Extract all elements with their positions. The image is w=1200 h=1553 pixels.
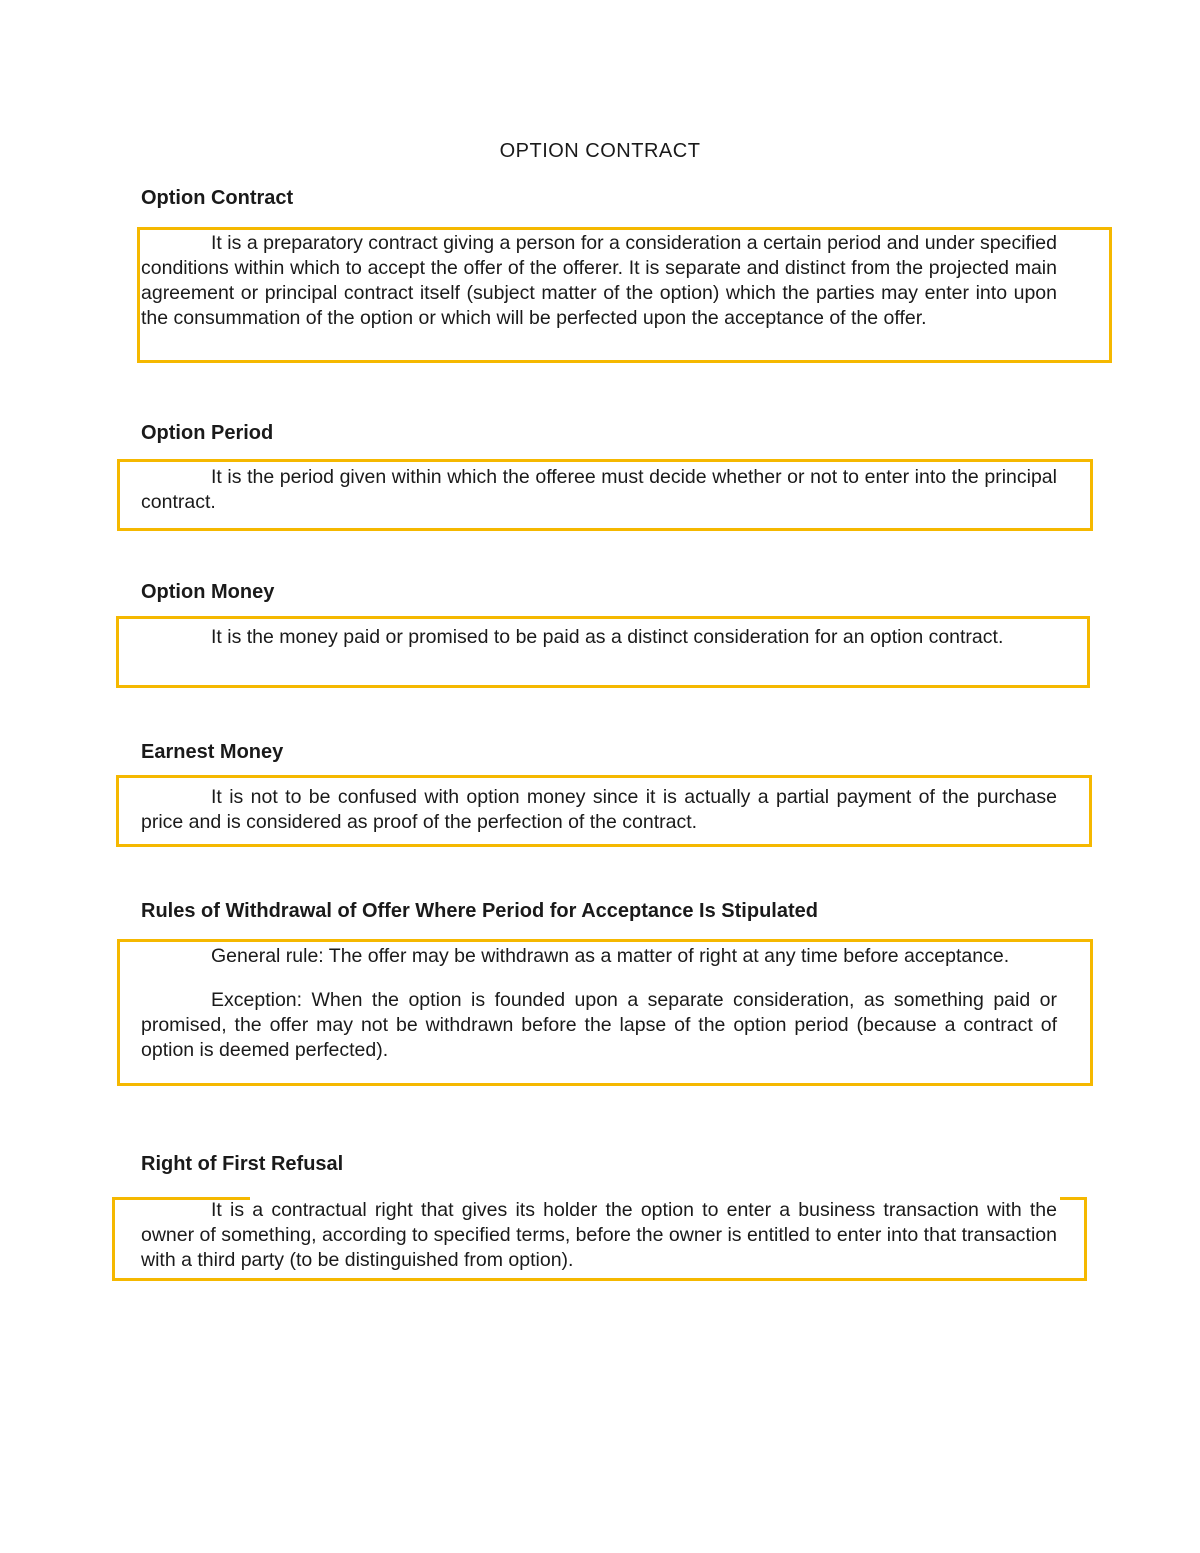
heading-earnest-money: Earnest Money xyxy=(141,741,284,763)
paragraph-general-rule: General rule: The offer may be withdrawn as a matter of right at any time before acceptance. xyxy=(211,945,1010,967)
heading-option-contract: Option Contract xyxy=(141,187,294,209)
paragraph-exception: Exception: When the option is founded upon a separate consideration, as something paid or promised, the offer may not be withdrawn before the lapse of the option period (because a contract of option is deemed perfected). xyxy=(141,989,1057,1061)
heading-right-of-first-refusal: Right of First Refusal xyxy=(141,1153,344,1175)
paragraph-earnest-money: It is not to be confused with option money since it is actually a partial payment of the purchase price and is considered as proof of the perfection of the contract. xyxy=(141,786,1057,833)
heading-option-period: Option Period xyxy=(141,422,274,444)
document-title: OPTION CONTRACT xyxy=(499,140,701,162)
definition-option-period xyxy=(141,465,1057,515)
definition-option-contract xyxy=(141,231,1057,331)
definition-right-of-first-refusal xyxy=(141,1198,1057,1273)
paragraph-right-of-first-refusal: It is a contractual right that gives its holder the option to enter a business transaction with the owner of something, according to specified terms, before the owner is entitled to enter into that transaction with a third party (to be distinguished from option). xyxy=(141,1199,1057,1271)
definition-earnest-money xyxy=(141,785,1057,835)
definition-rules-of-withdrawal xyxy=(141,944,1057,1063)
definition-option-money xyxy=(141,625,1057,650)
heading-option-money: Option Money xyxy=(141,581,275,603)
heading-rules-of-withdrawal: Rules of Withdrawal of Offer Where Period for Acceptance Is Stipulated xyxy=(141,900,818,922)
paragraph-option-money: It is the money paid or promised to be paid as a distinct consideration for an option contract. xyxy=(211,626,1004,648)
paragraph-option-contract: It is a preparatory contract giving a person for a consideration a certain period and under specified conditions within which to accept the offer of the offerer. It is separate and distinct from the projected main agreement or principal contract itself (subject matter of the option) which the parties may enter into upon the consummation of the option or which will be perfected upon the acceptance of the offer. xyxy=(141,232,1057,329)
paragraph-option-period: It is the period given within which the offeree must decide whether or not to enter into the principal contract. xyxy=(141,466,1057,513)
